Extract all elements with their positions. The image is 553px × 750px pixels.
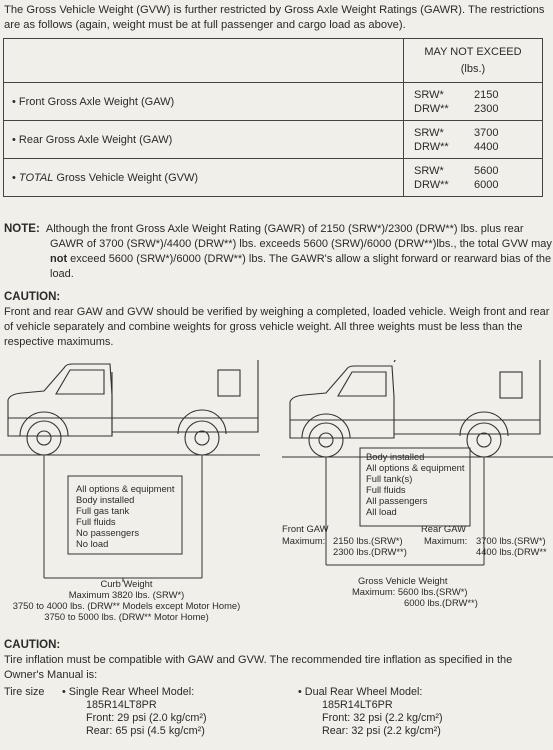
front-gaw-values (333, 535, 407, 557)
front-gaw-drw: 2300 lbs.(DRW**) (333, 546, 407, 557)
caution-block-2 (4, 638, 552, 683)
list-item: No load (76, 538, 109, 549)
table-header-limits (404, 39, 543, 83)
row-label-total-gvw (4, 159, 404, 197)
drw-key: DRW** (414, 178, 449, 191)
rear-gaw-values (476, 535, 547, 557)
left-truck-illustration (0, 360, 260, 455)
list-item: All options & equipment (76, 483, 175, 494)
table-row (4, 121, 543, 159)
curb-title: Curb Weight (100, 578, 153, 589)
bullet: • (12, 171, 19, 184)
single-rear-wheel-specs (62, 686, 207, 738)
gvw-title: Gross Vehicle Weight (358, 575, 448, 586)
list-item: All passengers (366, 495, 428, 506)
drw-key: DRW** (414, 102, 449, 115)
curb-weight-label (0, 578, 253, 622)
srw-key: SRW* (414, 88, 444, 101)
curb-srw: Maximum 3820 lbs. (SRW*) (68, 589, 185, 600)
curb-drw-except: 3750 to 4000 lbs. (DRW** Models except Motor Home) (12, 600, 241, 611)
gvw-drw: 6000 lbs.(DRW**) (404, 597, 478, 608)
drw-key: DRW** (414, 140, 449, 153)
note-tag: NOTE: (4, 223, 40, 235)
list-item: Full fluids (366, 484, 406, 495)
intro-paragraph: The Gross Vehicle Weight (GVW) is further restricted by Gross Axle Weight Ratings (GAWR). The restrictions are as follows (again, weight must be at full passenger and cargo load as above). (4, 4, 545, 31)
list-item: Full tank(s) (366, 473, 413, 484)
dual-front: Front: 32 psi (2.2 kg/cm²) (322, 712, 443, 724)
caution-block-1 (4, 290, 552, 350)
srw-value: 5600 (474, 164, 499, 177)
caution-text: Tire inflation must be compatible with GAW and GVW. The recommended tire inflation as specified in the Owner's Manual is: (4, 654, 513, 681)
front-gaw-title: Front GAW (282, 523, 329, 534)
srw-key: SRW* (414, 164, 444, 177)
note-paragraph (4, 222, 552, 282)
list-item: All load (366, 506, 397, 517)
srw-value: 2150 (474, 88, 499, 101)
caution-title: CAUTION: (4, 639, 61, 651)
list-item: No passengers (76, 527, 140, 538)
caution-title: CAUTION: (4, 291, 61, 303)
single-size: 185R14LT8PR (86, 699, 157, 711)
row-label-rear-gaw: • Rear Gross Axle Weight (GAW) (4, 121, 404, 159)
right-truck-illustration (282, 360, 553, 457)
gvw-srw: Maximum: 5600 lbs.(SRW*) (352, 586, 468, 597)
rear-gaw-title: Rear GAW (421, 523, 466, 534)
header-may-not-exceed: MAY NOT EXCEED (424, 45, 522, 58)
dual-rear: Rear: 32 psi (2.2 kg/cm²) (322, 725, 441, 737)
single-front: Front: 29 psi (2.0 kg/cm²) (86, 712, 207, 724)
row-values (404, 121, 543, 159)
note-text-1: Although the front Gross Axle Weight Rating (GAWR) of 2150 (SRW*)/2300 (DRW**) lbs. plus rear GAWR of 3700 (SRW*)/4400 (DRW**) lbs. exceeds 5600 (SRW)/6000 (DRW**)lbs., the total GVW may (45, 223, 552, 250)
note-bold-not: not (50, 253, 68, 265)
list-item: Body installed (366, 451, 425, 462)
row-values (404, 159, 543, 197)
gvw-label (352, 575, 478, 608)
header-units: (lbs.) (460, 62, 486, 75)
front-gaw-maximum: Maximum: (282, 535, 326, 546)
front-gaw-srw: 2150 lbs.(SRW*) (333, 535, 403, 546)
tire-size-label: Tire size (4, 686, 45, 698)
row-label-front-gaw: • Front Gross Axle Weight (GAW) (4, 83, 404, 121)
rear-gaw-srw: 3700 lbs.(SRW*) (476, 535, 546, 546)
drw-value: 4400 (474, 140, 499, 153)
dual-rear-wheel-specs (298, 686, 443, 738)
caution-text: Front and rear GAW and GVW should be verified by weighing a completed, loaded vehicle. Weigh front and rear of vehicle separately and combine weights for gross vehicle weight. All three weights must be less than the respective maximums. (4, 306, 550, 348)
list-item: Full gas tank (76, 505, 130, 516)
table-header-row (4, 39, 543, 83)
weight-limits-table (3, 38, 543, 197)
gvw-label-rest: Gross Vehicle Weight (GVW) (53, 171, 199, 184)
drw-value: 6000 (474, 178, 499, 191)
table-header-blank (4, 39, 404, 83)
srw-value: 3700 (474, 126, 499, 139)
list-item: Full fluids (76, 516, 116, 527)
list-item: All options & equipment (366, 462, 465, 473)
right-conditions-list (366, 451, 465, 517)
rear-gaw-maximum: Maximum: (424, 535, 468, 546)
row-values (404, 83, 543, 121)
dual-size: 185R14LT6PR (322, 699, 393, 711)
srw-key: SRW* (414, 126, 444, 139)
single-title: • Single Rear Wheel Model: (62, 686, 195, 698)
rear-gaw-drw: 4400 lbs.(DRW** (476, 546, 547, 557)
left-conditions-list (76, 483, 175, 549)
table-row (4, 83, 543, 121)
total-emphasis: TOTAL (18, 171, 54, 184)
single-rear: Rear: 65 psi (4.5 kg/cm²) (86, 725, 205, 737)
curb-drw-motorhome: 3750 to 5000 lbs. (DRW** Motor Home) (44, 611, 209, 622)
drw-value: 2300 (474, 102, 499, 115)
note-text-2: exceed 5600 (SRW*)/6000 (DRW**) lbs. The GAWR's allow a slight forward or rearward bias of the load. (50, 253, 552, 280)
list-item: Body installed (76, 494, 135, 505)
dual-title: • Dual Rear Wheel Model: (298, 686, 423, 698)
table-row (4, 159, 543, 197)
